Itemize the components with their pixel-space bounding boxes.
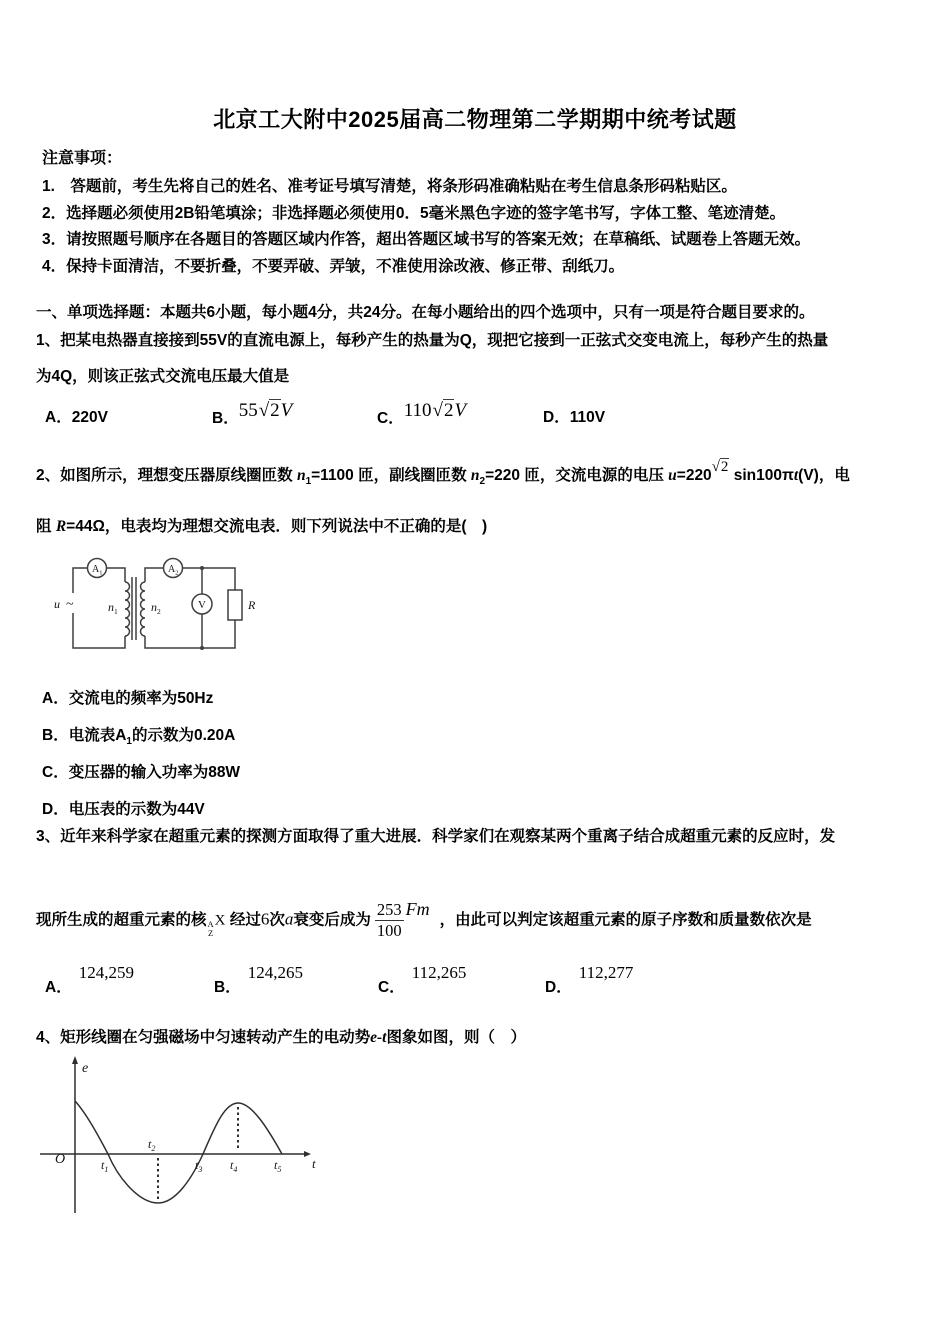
junction-dot	[200, 566, 204, 570]
section-1-heading: 一、单项选择题：本题共6小题，每小题4分，共24分。在每小题给出的四个选项中，只有一项是符合题目要求的。	[36, 304, 815, 321]
resistor-r	[228, 590, 242, 620]
q1-option-d-text: 110V	[569, 409, 606, 426]
emf-time-graph-svg	[38, 1055, 330, 1220]
question-2-line-1: 2、如图所示，理想变压器原线圈匝数 $n_1=1100$ 匝，副线圈匝数 $n_2=220$ 匝，交流电源的电压 u=220√2 sin100πt(V)，电	[36, 459, 850, 488]
ac-tilde-symbol: ~	[66, 597, 74, 612]
question-3-line-2: 现所生成的超重元素的核 A Z X 经过6次a衰变后成为 $\frac{253}{100}$ Fm，由此可以判定该超重元素的原子序数和质量数依次是	[36, 899, 812, 940]
notice-heading: 注意事项：	[42, 150, 123, 167]
q4-emf-graph-figure	[38, 1055, 330, 1225]
junction-dot	[200, 646, 204, 650]
fermium-symbol: Fm	[405, 899, 430, 920]
nuclide-stack: A Z	[207, 919, 214, 939]
primary-coil	[125, 582, 130, 636]
notice-item-4: 4．保持卡面清洁，不要折叠，不要弄破、弄皱，不准使用涂改液、修正带、刮纸刀。	[42, 258, 625, 275]
source-u-label: u	[54, 597, 60, 611]
q1-option-a-text: 220V	[71, 409, 108, 426]
q1-option-c-math: 110√2V	[403, 400, 467, 421]
q1-option-d	[543, 407, 605, 428]
q1-option-c	[377, 400, 467, 429]
q2-circuit-figure	[52, 551, 264, 670]
emf-curve	[75, 1101, 282, 1203]
r-label: R	[248, 598, 256, 612]
t4-tick-label: $t_4$	[230, 1158, 238, 1174]
v-label: V	[198, 599, 206, 611]
e-axis-arrow	[72, 1056, 78, 1064]
question-2-line-2: 阻 R=44Ω，电表均为理想交流电表．则下列说法中不正确的是( )	[36, 518, 488, 535]
q1-option-a	[45, 407, 108, 428]
question-1-line-1: 1、把某电热器直接接到55V的直流电源上，每秒产生的热量为Q，现把它接到一正弦式交变电流上，每秒产生的热量	[36, 332, 829, 349]
secondary-wire-top	[145, 568, 235, 590]
sqrt-radical: √	[258, 400, 270, 421]
t-axis-arrow	[304, 1151, 311, 1157]
e-axis-label: e	[82, 1061, 89, 1076]
q1-option-b-label: B．	[212, 410, 239, 427]
q1-option-b-math: 55√2V	[238, 400, 293, 421]
sqrt-radical: √	[432, 400, 443, 421]
a1-label: $A_1$	[92, 564, 103, 577]
a2-label: $A_2$	[168, 564, 179, 577]
n1-label: $n_1$	[108, 600, 118, 616]
q2-option-c: C．变压器的输入功率为88W	[42, 764, 241, 781]
t1-tick-label: $t_1$	[101, 1158, 109, 1174]
t3-tick-label: $t_3$	[195, 1158, 203, 1174]
q2-option-d: D．电压表的示数为44V	[42, 801, 205, 818]
q2-option-b: B．电流表$A_1$的示数为0.20A	[42, 727, 236, 748]
mass-number-fraction: $\frac{253}{100}$	[376, 900, 402, 940]
secondary-coil	[141, 582, 146, 636]
notice-item-3: 3．请按照题号顺序在各题目的答题区域内作答，超出答题区域书写的答案无效；在草稿纸、试题卷上答题无效。	[42, 231, 811, 248]
q1-option-d-label: D．	[543, 409, 570, 426]
q1-option-c-label: C．	[377, 410, 404, 427]
page-title: 北京工大附中2025届高二物理第二学期期中统考试题	[213, 107, 737, 132]
question-3-line-1: 3、近年来科学家在超重元素的探测方面取得了重大进展．科学家们在观察某两个重离子结合成超重元素的反应时，发	[36, 828, 836, 845]
t5-tick-label: $t_5$	[274, 1158, 282, 1174]
q3-option-c: C．112,265	[378, 963, 467, 996]
q3-option-b: B．124,265	[214, 963, 303, 996]
question-4-line-1: 4、矩形线圈在匀强磁场中匀速转动产生的电动势e-t图象如图，则（ ）	[36, 1029, 526, 1046]
q1-option-b	[212, 400, 293, 429]
question-1-line-2: 为4Q，则该正弦式交流电压最大值是	[36, 368, 290, 385]
q2-option-a: A．交流电的频率为50Hz	[42, 690, 214, 707]
q3-option-d: D．112,277	[545, 963, 634, 996]
primary-wire-bottom	[73, 613, 125, 648]
n2-label: $n_2$	[151, 600, 161, 616]
q3-option-a: A．124,259	[45, 963, 134, 996]
t2-tick-label: $t_2$	[148, 1137, 156, 1153]
sqrt-2-superscript: √2	[711, 459, 729, 475]
secondary-wire-bottom	[145, 620, 235, 648]
transformer-circuit-svg	[52, 551, 264, 665]
sqrt-radical: √	[711, 459, 720, 475]
notice-item-2: 2．选择题必须使用2B铅笔填涂；非选择题必须使用0．5毫米黑色字迹的签字笔书写，字体工整、笔迹清楚。	[42, 205, 786, 222]
t-axis-label: t	[312, 1156, 316, 1171]
origin-label: O	[55, 1152, 66, 1167]
notice-item-1: 1. 答题前，考生先将自己的姓名、准考证号填写清楚，将条形码准确粘贴在考生信息条形码粘贴区。	[42, 178, 737, 195]
q1-option-a-label: A．	[45, 409, 72, 426]
